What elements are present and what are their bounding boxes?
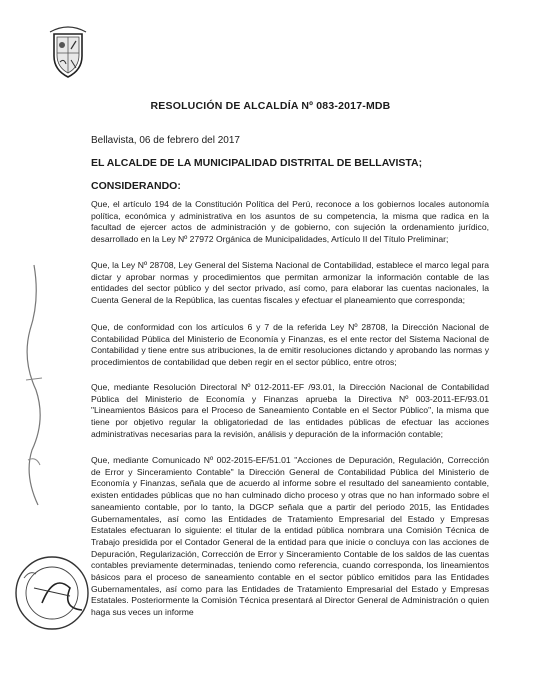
paragraph-direccion-nacional: Que, de conformidad con los artículos 6 y 7 de la referida Ley Nº 28708, la Dirección Nacional de Contabilidad Pública del Ministerio de Economía y Finanzas, es el ente rector del Sistema Nacional de Contabilidad y tiene entre sus atribuciones, la de emitir resoluciones dictando y aprobando las normas y procedimientos de contabilidad que deben regir en el sector público, entre otros; [91, 322, 489, 368]
paragraph-ley-28708: Que, la Ley Nº 28708, Ley General del Sistema Nacional de Contabilidad, establece el marco legal para dictar y aprobar normas y procedimientos que permitan armonizar la información contable de las entidades del sector público y del sector privado, así como, para elaborar las cuentas nacionales, la Cuenta General de la República, las cuentas fiscales y efectuar el planeamiento que corresponda; [91, 260, 489, 306]
official-stamp-signature [12, 548, 102, 638]
paragraph-constitution: Que, el artículo 194 de la Constitución Política del Perú, reconoce a los gobiernos locales autonomía política, económica y administrativa en los asuntos de su competencia, la misma que radica en la facultad de ejercer actos de administración y de gobierno, con sujeción la ordenamiento jurídico, desarrollado en la Ley Nº 27972 Orgánica de Municipalidades, Artículo II del Título Preliminar; [91, 199, 489, 245]
authority-heading: EL ALCALDE DE LA MUNICIPALIDAD DISTRITAL DE BELLAVISTA; [91, 157, 423, 169]
municipality-seal-logo [42, 22, 94, 82]
resolution-title: RESOLUCIÓN DE ALCALDÍA Nº 083-2017-MDB [150, 100, 391, 112]
date-line: Bellavista, 06 de febrero del 2017 [91, 135, 240, 146]
handwritten-margin-mark [12, 260, 52, 510]
considerando-heading: CONSIDERANDO: [91, 180, 181, 192]
paragraph-resolucion-directoral: Que, mediante Resolución Directoral Nº 012-2011-EF /93.01, la Dirección Nacional de Contabilidad Pública del Ministerio de Economía y Finanzas aprueba la Directiva Nº 003-2011-EF/93.01 "Lineamientos Básicos para el Proceso de Saneamiento Contable en el Sector Público", la misma que tiene por objetivo regular la obligatoriedad de las entidades públicas de efectuar las acciones administrativas necesarias para la revisión, análisis y depuración de la información contable; [91, 382, 489, 439]
paragraph-comunicado: Que, mediante Comunicado Nº 002-2015-EF/51.01 "Acciones de Depuración, Regulación, Corrección de Error y Sinceramiento Contable" la Dirección General de Contabilidad Pública del Ministerio de Economía y Finanzas, señala que de acuerdo al informe sobre el resultado del saneamiento contable, existen entidades públicas que no han culminado dicho proceso y otras que no han informado sobre el saneamiento contable, por lo tanto, la DGCP señala que a partir del periodo 2015, las Entidades Gubernamentales, así como las Entidades de Tratamiento Empresarial del Estado y Empresas Estatales efectuaran lo siguiente: el titular de la entidad pública nombrara una Comisión Técnica de Trabajo presidida por el Contador General de la entidad para que inicie o concluya con las acciones de Depuración, Regularización, Corrección de Error y Sinceramiento Contable de los saldos de las cuentas contables previamente determinadas, teniendo como referencia, cuando corresponda, los lineamientos básicos para el proceso de saneamiento contable en el sector público emitidos para las Entidades Gubernamentales, así como para las Entidades de Tratamiento Empresarial del Estado y Empresas Estatales. Posteriormente la Comisión Técnica presentará al Director General de Administración o quien haga sus veces un informe [91, 455, 489, 618]
